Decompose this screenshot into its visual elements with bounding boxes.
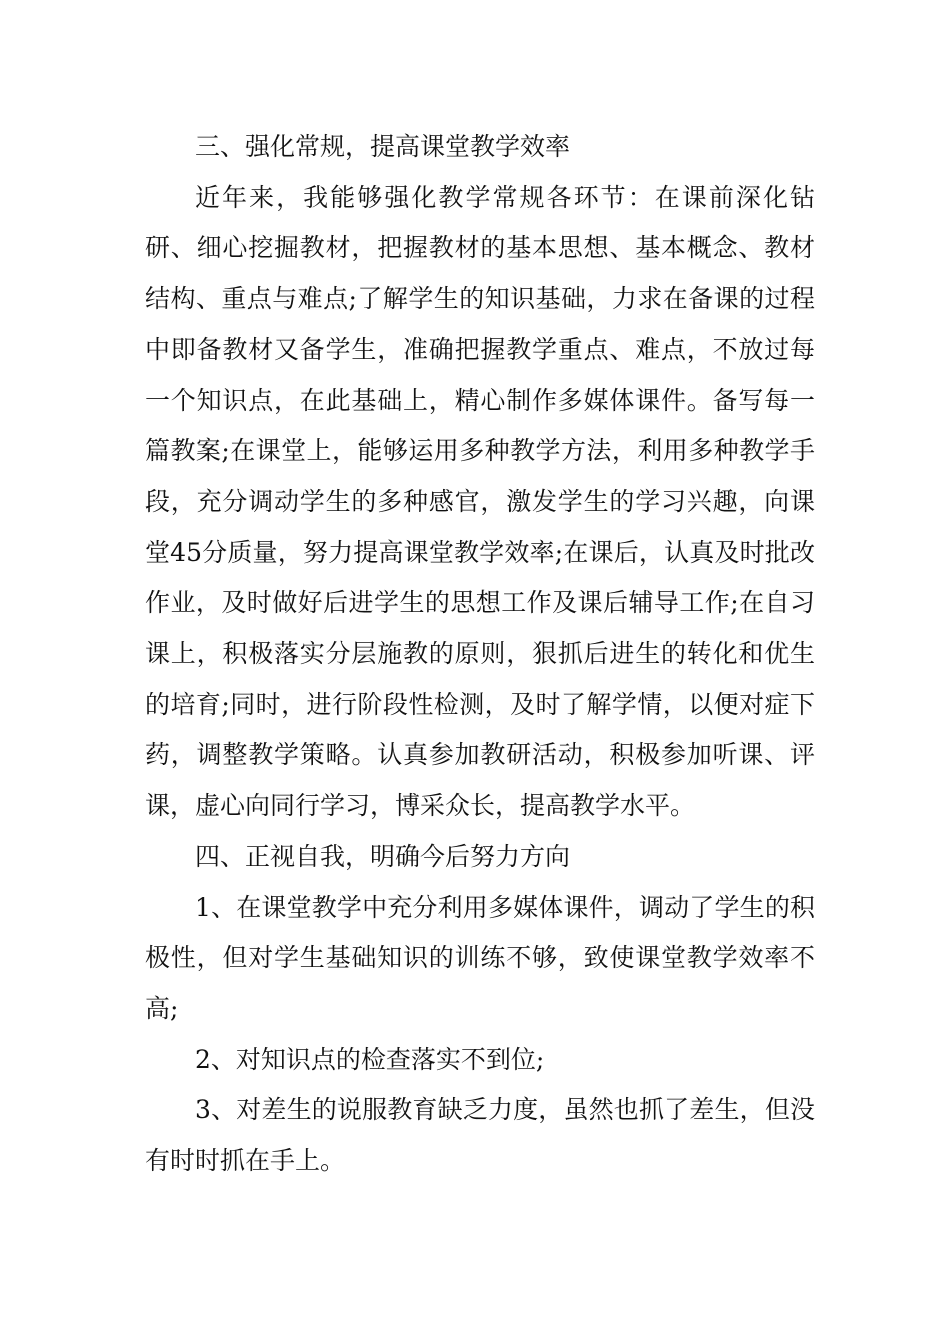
paragraph-teaching-routine: 近年来，我能够强化教学常规各环节：在课前深化钻研、细心挖掘教材，把握教材的基本思想、基本概念、教材结构、重点与难点;了解学生的知识基础，力求在备课的过程中即备教材又备学生，准确把握教学重点、难点，不放过每一个知识点，在此基础上，精心制作多媒体课件。备写每一篇教案;在课堂上，能够运用多种教学方法，利用多种教学手段，充分调动学生的多种感官，激发学生的学习兴趣，向课堂45分质量，努力提高课堂教学效率;在课后，认真及时批改作业，及时做好后进学生的思想工作及课后辅导工作;在自习课上，积极落实分层施教的原则，狠抓后进生的转化和优生的培育;同时，进行阶段性检测，及时了解学情，以便对症下药，调整教学策略。认真参加教研活动，积极参加听课、评课，虚心向同行学习，博采众长，提高教学水平。 [145, 182, 815, 821]
section-heading-4: 四、正视自我，明确今后努力方向 [195, 841, 571, 871]
list-item-2: 2、对知识点的检查落实不到位; [195, 1044, 545, 1074]
document-body [145, 122, 815, 1187]
list-item-1: 1、在课堂教学中充分利用多媒体课件，调动了学生的积极性，但对学生基础知识的训练不够，致使课堂教学效率不高; [145, 892, 815, 1023]
list-item-3: 3、对差生的说服教育缺乏力度，虽然也抓了差生，但没有时时抓在手上。 [145, 1095, 815, 1176]
section-heading-3: 三、强化常规，提高课堂教学效率 [195, 132, 571, 161]
